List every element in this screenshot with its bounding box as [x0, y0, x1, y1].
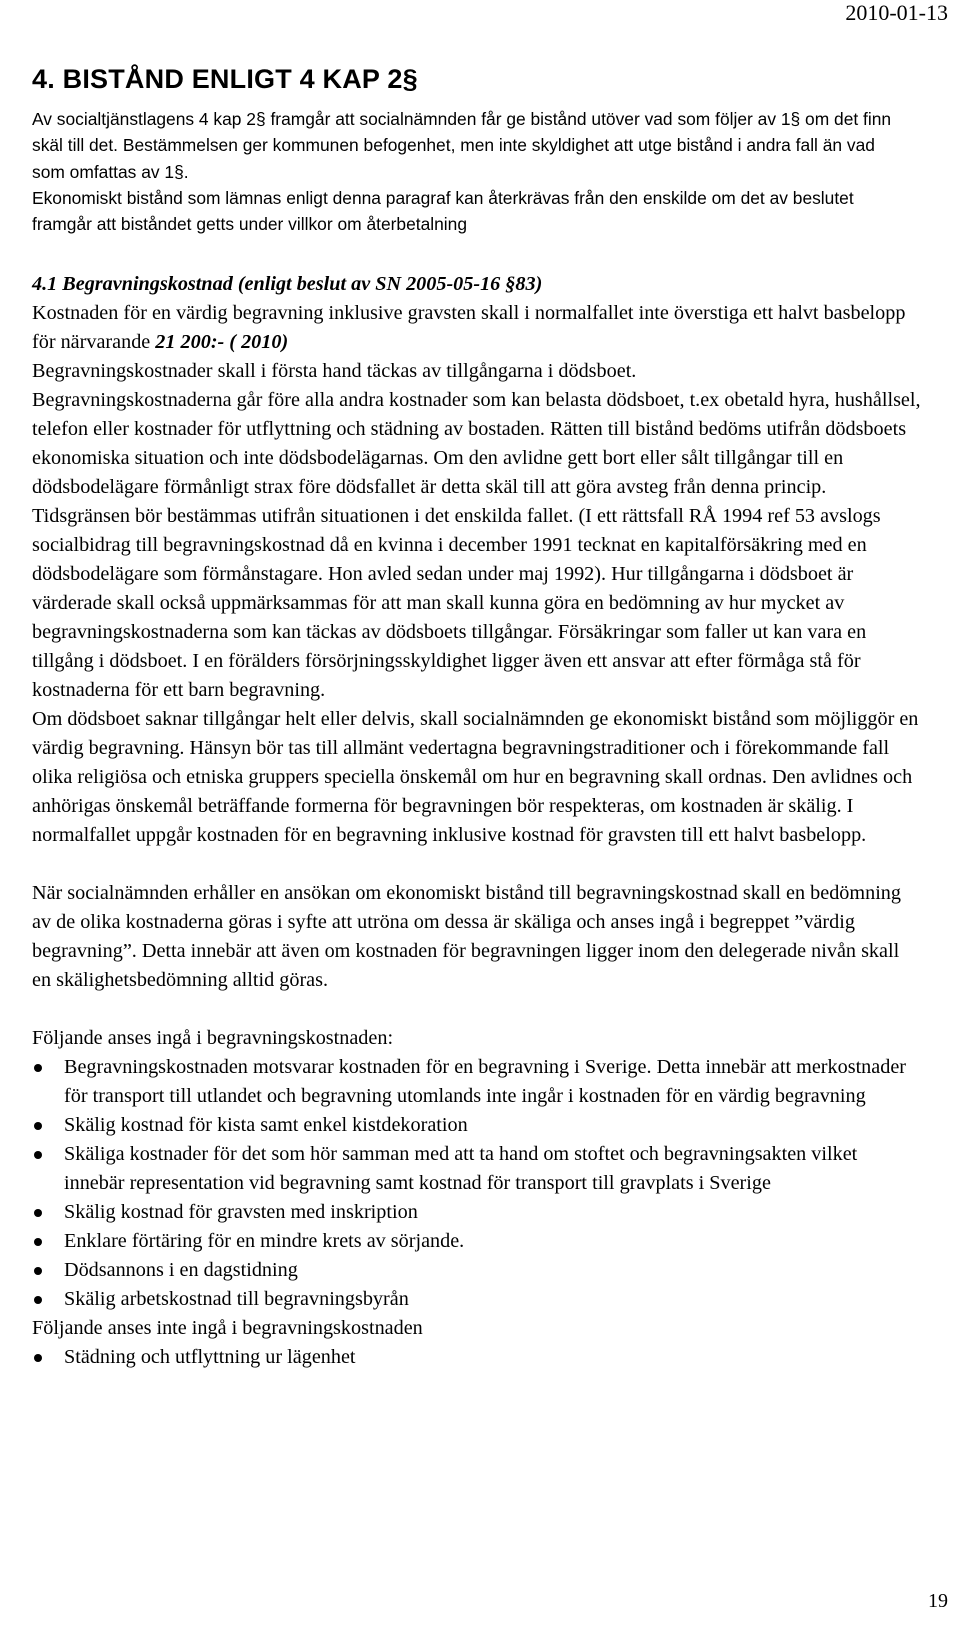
paragraph-priority: Begravningskostnaderna går före alla andra kostnader som kan belasta dödsboet, t.ex obetald hyra, hushållsel, telefon eller kostnader för utflyttning och städning av bostaden. Rätten till bistånd bedöms utifrån dödsboets ekonomiska situation och inte dödsbodelägarnas. Om den avlidne gett bort eller sålt tillgångar till en dödsbodelägare förmånligt strax före dödsfallet är detta skäl till att göra avsteg från denna princip. Tidsgränsen bör bestämmas utifrån situationen i det enskilda fallet. (I ett rättsfall RÅ 1994 ref 53 avslogs socialbidrag till begravningskostnad då en kvinna i december 1991 tecknat en kapitalförsäkring med en dödsbodelägare som förmånstagare. Hon avled sedan under maj 1992). Hur tillgångarna i dödsboet är värderade skall också uppmärksammas för att man skall kunna göra en bedömning av hur mycket av begravningskostnaderna som kan täckas av dödsboets tillgångar. Försäkringar som faller ut kan vara en tillgång i dödsboet. I en förälders försörjningsskyldighet ligger även ett ansvar att efter förmåga stå för kostnaderna för ett barn begravning.	[32, 389, 921, 701]
list-item	[32, 1111, 922, 1140]
bullet-icon	[34, 1064, 42, 1072]
list-item-text: Skäliga kostnader för det som hör samman med att ta hand om stoftet och begravningsakten vilket innebär representation vid begravning samt kostnad för transport till gravplats i Sverige	[64, 1143, 858, 1194]
bullet-icon	[34, 1209, 42, 1217]
section-title: 4. BISTÅND ENLIGT 4 KAP 2§	[32, 64, 418, 94]
list-item	[32, 1140, 922, 1198]
bullet-icon	[34, 1354, 42, 1362]
list-item	[32, 1227, 922, 1256]
section-intro	[32, 106, 912, 237]
list-item-text: Skälig kostnad för kista samt enkel kistdekoration	[64, 1114, 468, 1136]
subsection-title: 4.1 Begravningskostnad (enligt beslut av SN 2005-05-16 §83)	[32, 273, 543, 295]
list-item	[32, 1256, 922, 1285]
list-item	[32, 1343, 922, 1372]
bullet-icon	[34, 1267, 42, 1275]
list-item-text: Skälig kostnad för gravsten med inskription	[64, 1201, 418, 1223]
list-item-text: Enklare förtäring för en mindre krets av sörjande.	[64, 1230, 465, 1252]
intro-paragraph: Ekonomiskt bistånd som lämnas enligt denna paragraf kan återkrävas från den enskilde om det av beslutet framgår att biståndet getts under villkor om återbetalning	[32, 187, 854, 235]
subsection-body	[32, 270, 922, 1372]
page-number: 19	[928, 1590, 948, 1612]
list-item	[32, 1285, 922, 1314]
list-item-text: Dödsannons i en dagstidning	[64, 1259, 298, 1281]
intro-paragraph: Av socialtjänstlagens 4 kap 2§ framgår att socialnämnden får ge bistånd utöver vad som följer av 1§ om det finn skäl till det. Bestämmelsen ger kommunen befogenhet, men inte skyldighet att utge bistånd i andra fall än vad som omfattas av 1§.	[32, 109, 892, 182]
paragraph-assets: Begravningskostnader skall i första hand täckas av tillgångarna i dödsboet.	[32, 360, 637, 382]
list-item-text: Städning och utflyttning ur lägenhet	[64, 1346, 356, 1368]
limit-amount: 21 200:- ( 2010)	[155, 331, 289, 353]
paragraph-limit-text: Kostnaden för en värdig begravning inklusive gravsten skall i normalfallet inte överstiga ett halvt basbelopp för närvarande	[32, 302, 906, 353]
excluded-list	[32, 1343, 922, 1372]
bullet-icon	[34, 1122, 42, 1130]
paragraph-limit	[32, 299, 922, 357]
list-item	[32, 1198, 922, 1227]
list-item-text: Skälig arbetskostnad till begravningsbyrån	[64, 1288, 409, 1310]
paragraph-application: När socialnämnden erhåller en ansökan om ekonomiskt bistånd till begravningskostnad skall en bedömning av de olika kostnaderna göras i syfte att utröna om dessa är skäliga och anses ingå i begreppet ”värdig begravning”. Detta innebär att även om kostnaden för begravningen ligger inom den delegerade nivån skall en skälighetsbedömning alltid göras.	[32, 882, 901, 991]
bullet-icon	[34, 1296, 42, 1304]
included-heading: Följande anses ingå i begravningskostnaden:	[32, 1027, 394, 1049]
paragraph-no-assets: Om dödsboet saknar tillgångar helt eller delvis, skall socialnämnden ge ekonomiskt bistånd som möjliggör en värdig begravning. Hänsyn bör tas till allmänt vedertagna begravningstraditioner och i förekommande fall olika religiösa och etniska gruppers speciella önskemål om hur en begravning skall ordnas. Den avlidnes och anhörigas önskemål beträffande formerna för begravningen bör respekteras, om kostnaden är skälig. I normalfallet uppgår kostnaden för en begravning inklusive kostnad för gravsten till ett halvt basbelopp.	[32, 708, 919, 846]
list-item-text: Begravningskostnaden motsvarar kostnaden för en begravning i Sverige. Detta innebär att merkostnader för transport till utlandet och begravning utomlands inte ingår i kostnaden för en värdig begravning	[64, 1056, 907, 1107]
excluded-heading: Följande anses inte ingå i begravningskostnaden	[32, 1317, 423, 1339]
header-date: 2010-01-13	[845, 0, 948, 25]
included-list	[32, 1053, 922, 1314]
spacer	[32, 850, 922, 879]
bullet-icon	[34, 1151, 42, 1159]
spacer	[32, 995, 922, 1024]
list-item	[32, 1053, 922, 1111]
bullet-icon	[34, 1238, 42, 1246]
